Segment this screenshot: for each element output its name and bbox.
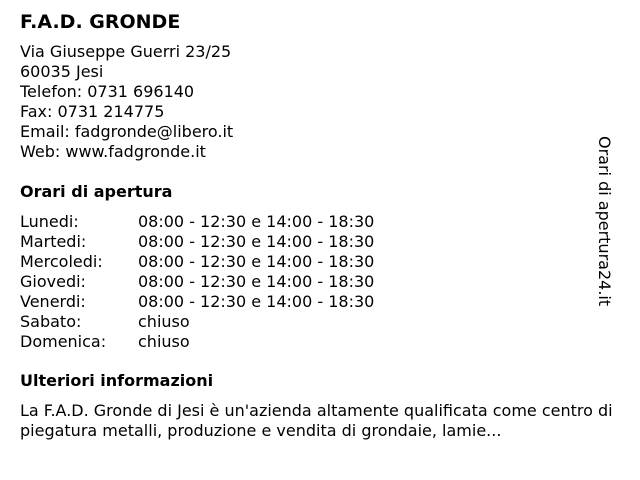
site-watermark: Orari di apertura24.it (595, 136, 614, 307)
hours-row-saturday (20, 312, 620, 332)
hours-value: 08:00 - 12:30 e 14:00 - 18:30 (138, 292, 375, 311)
day-label: Venerdi: (20, 292, 86, 311)
contact-block (20, 42, 620, 162)
website: Web: www.fadgronde.it (20, 142, 206, 161)
address-city: 60035 Jesi (20, 62, 104, 81)
day-label: Lunedi: (20, 212, 79, 231)
email-address: Email: fadgronde@libero.it (20, 122, 234, 141)
hours-value: 08:00 - 12:30 e 14:00 - 18:30 (138, 232, 375, 251)
business-description: La F.A.D. Gronde di Jesi è un'azienda altamente qualificata come centro di piegatura metalli, produzione e vendita di grondaie, lamie... (20, 401, 613, 440)
opening-hours-heading: Orari di apertura (20, 182, 173, 201)
address-street: Via Giuseppe Guerri 23/25 (20, 42, 232, 61)
day-label: Domenica: (20, 332, 107, 351)
business-card (20, 10, 620, 441)
fax-number: Fax: 0731 214775 (20, 102, 165, 121)
hours-value: 08:00 - 12:30 e 14:00 - 18:30 (138, 272, 375, 291)
hours-row-sunday (20, 332, 620, 352)
phone-number: Telefon: 0731 696140 (20, 82, 195, 101)
hours-value: chiuso (138, 312, 190, 331)
day-label: Martedi: (20, 232, 87, 251)
hours-row-monday (20, 212, 620, 232)
hours-value: chiuso (138, 332, 190, 351)
day-label: Sabato: (20, 312, 82, 331)
opening-hours-list (20, 212, 620, 352)
hours-row-thursday (20, 272, 620, 292)
hours-value: 08:00 - 12:30 e 14:00 - 18:30 (138, 252, 375, 271)
hours-row-wednesday (20, 252, 620, 272)
business-name: F.A.D. GRONDE (20, 11, 181, 33)
hours-row-friday (20, 292, 620, 312)
hours-row-tuesday (20, 232, 620, 252)
day-label: Giovedi: (20, 272, 86, 291)
hours-value: 08:00 - 12:30 e 14:00 - 18:30 (138, 212, 375, 231)
more-info-heading: Ulteriori informazioni (20, 371, 214, 390)
day-label: Mercoledi: (20, 252, 103, 271)
